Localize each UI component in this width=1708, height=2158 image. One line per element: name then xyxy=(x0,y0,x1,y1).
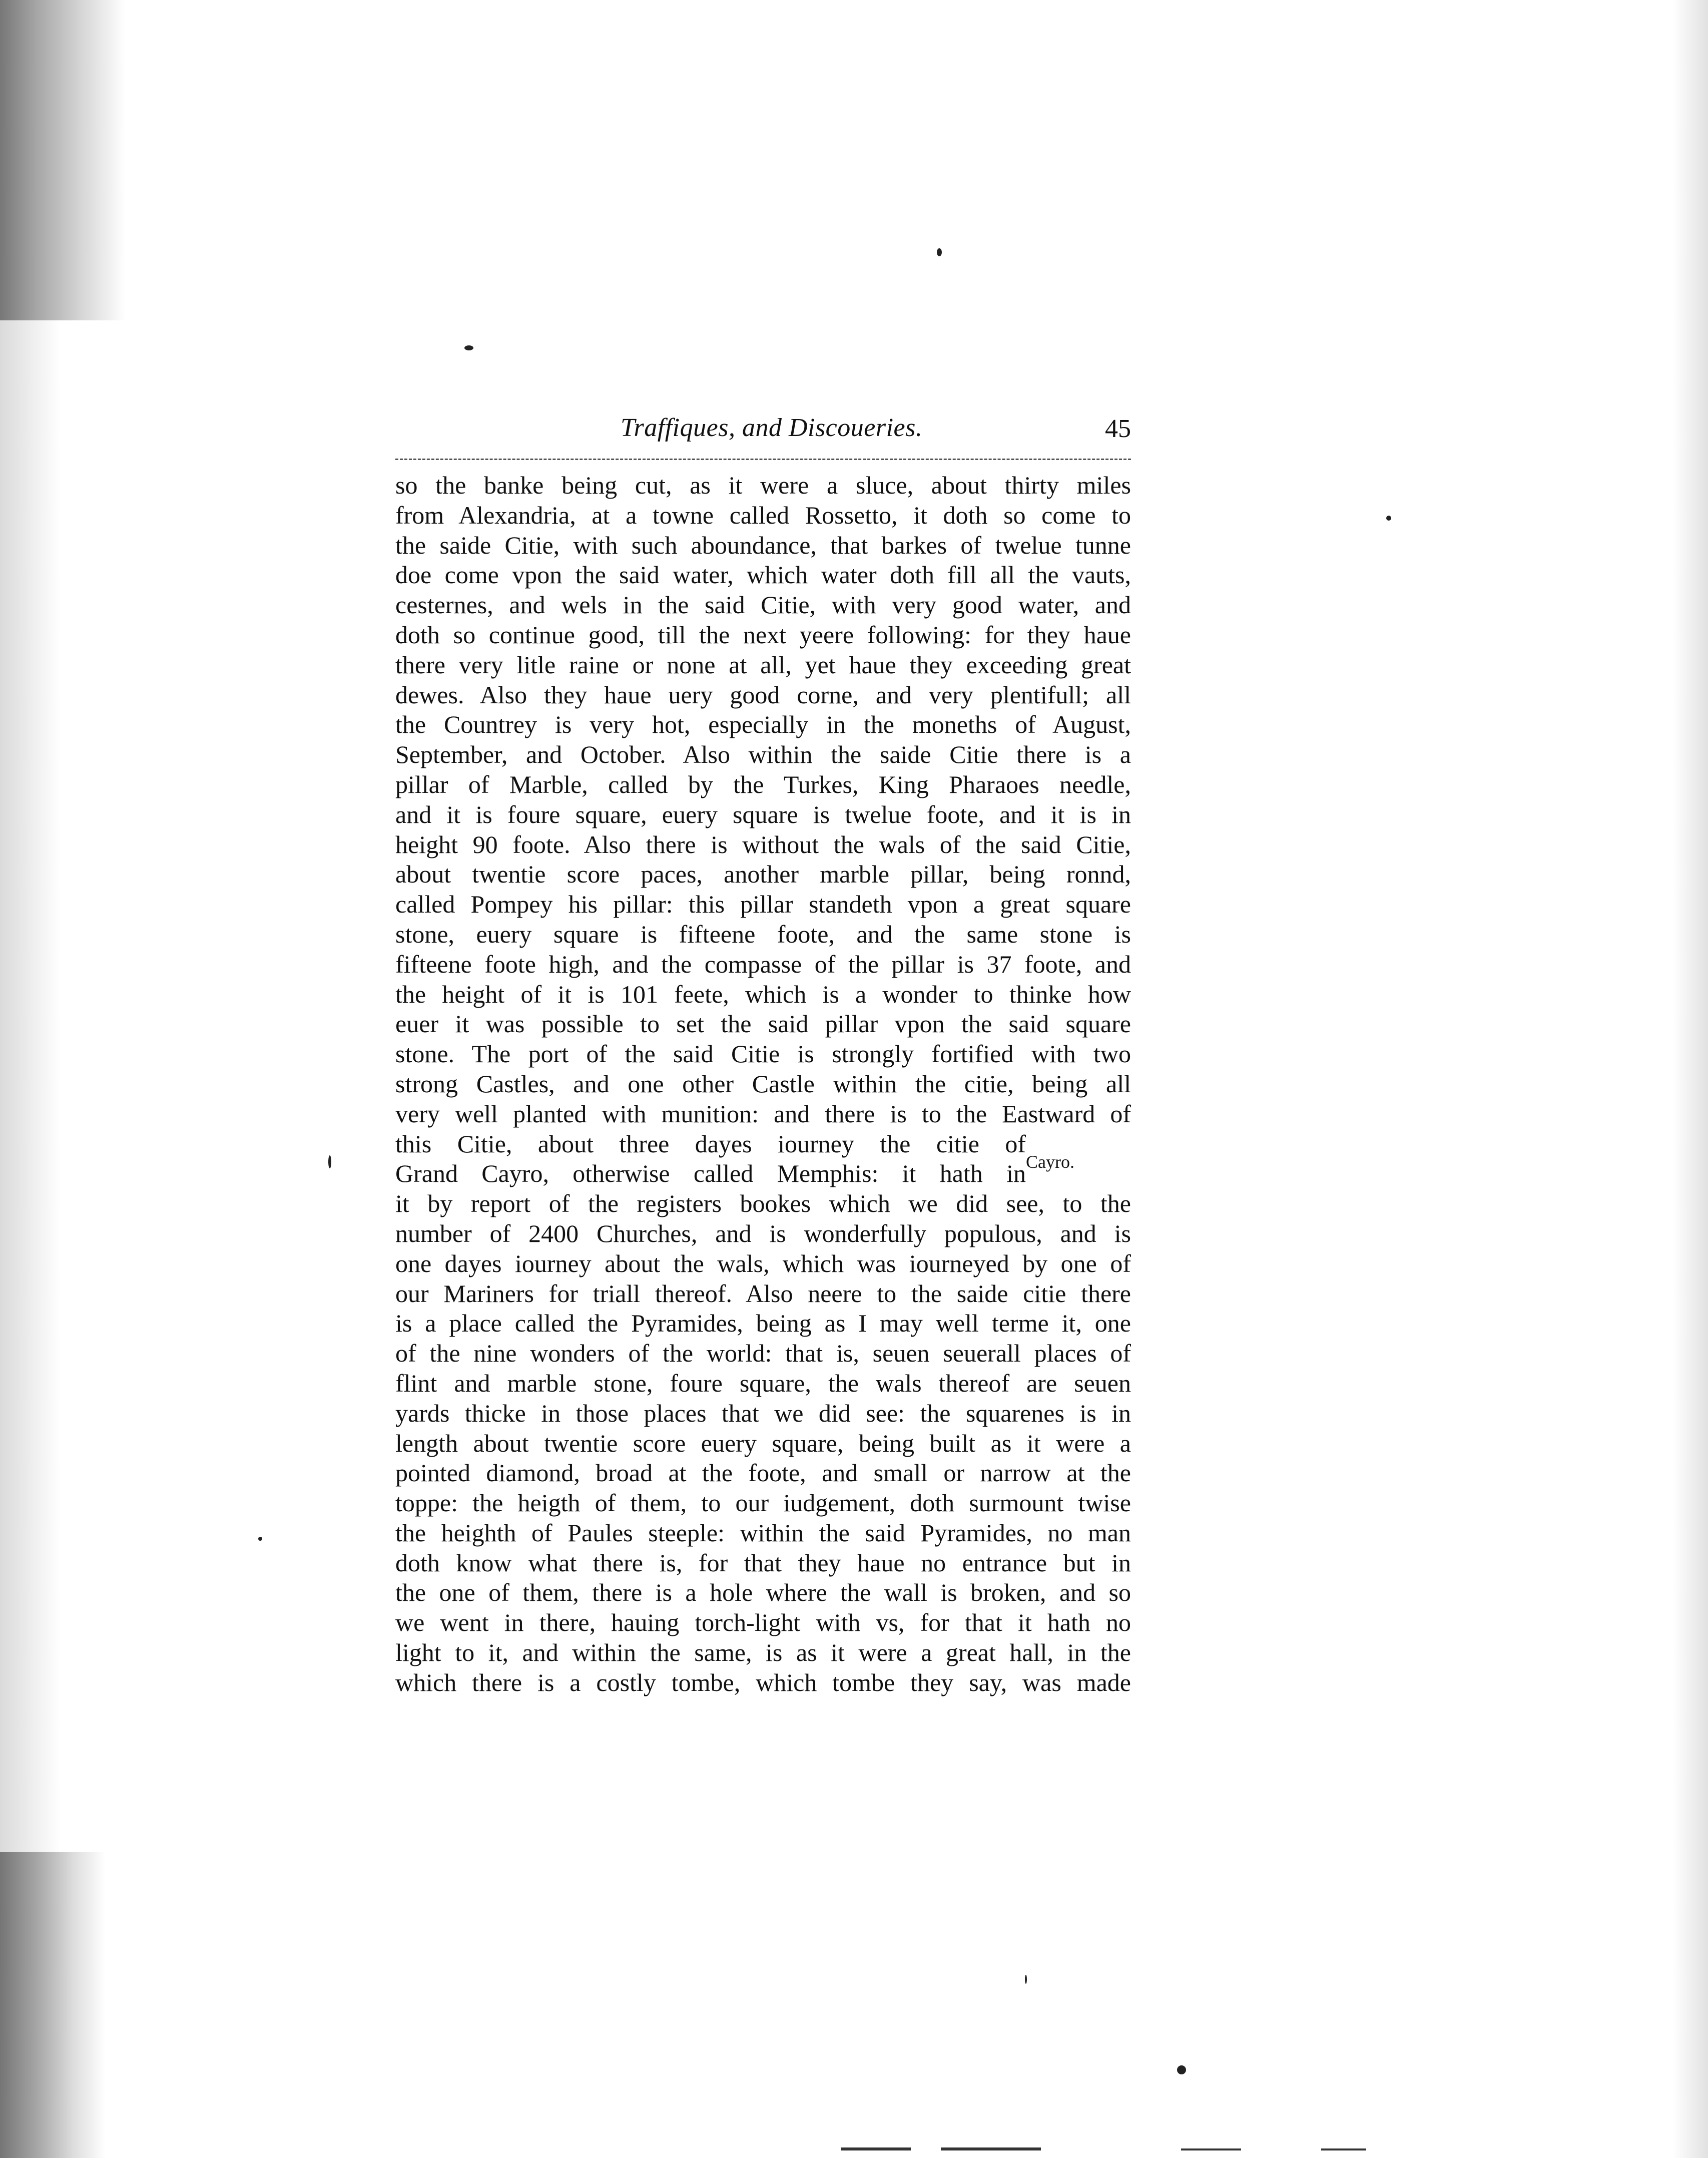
text-line: number of 2400 Churches, and is wonderfully populous, and is xyxy=(395,1219,1131,1247)
scan-speck xyxy=(464,345,473,350)
text-line: the heighth of Paules steeple: within the said Pyramides, no man xyxy=(395,1518,1131,1547)
text-line: stone. The port of the said Citie is strongly fortified with two xyxy=(395,1040,1131,1068)
text-line: fifteene foote high, and the compasse of the pillar is 37 foote, and xyxy=(395,950,1131,978)
scan-speck xyxy=(1177,2065,1186,2074)
text-line: height 90 foote. Also there is without the wals of the said Citie, xyxy=(395,830,1131,858)
text-line: we went in there, hauing torch-light with vs, for that it hath no xyxy=(395,1608,1131,1637)
margin-note: Cayro. xyxy=(1026,1152,1074,1172)
text-line: Grand Cayro, otherwise called Memphis: it hath in xyxy=(395,1159,1026,1188)
scan-mark xyxy=(1181,2148,1241,2150)
page-edge-shadow xyxy=(1673,0,1708,2158)
text-line: and it is foure square, euery square is twelue foote, and it is in xyxy=(395,800,1131,828)
scan-speck xyxy=(258,1537,262,1541)
scan-speck xyxy=(1386,516,1391,521)
header-rule xyxy=(395,459,1131,460)
text-line: the height of it is 101 feete, which is a wonder to thinke how xyxy=(395,980,1131,1008)
text-line: pointed diamond, broad at the foote, and small or narrow at the xyxy=(395,1459,1131,1487)
text-line: is a place called the Pyramides, being as I may well terme it, one xyxy=(395,1309,1131,1338)
scan-mark xyxy=(841,2147,911,2150)
scan-speck xyxy=(1025,1975,1027,1984)
text-line: there very litle raine or none at all, yet haue they exceeding great xyxy=(395,650,1131,679)
running-head: Traffiques, and Discoueries. xyxy=(621,413,923,442)
text-line: from Alexandria, at a towne called Rossetto, it doth so come to xyxy=(395,501,1131,529)
text-line: the one of them, there is a hole where the wall is broken, and so xyxy=(395,1578,1131,1607)
scan-mark xyxy=(941,2147,1041,2150)
text-line: which there is a costly tombe, which tombe they say, was made xyxy=(395,1668,1131,1696)
scan-speck xyxy=(937,248,942,256)
text-line: September, and October. Also within the saide Citie there is a xyxy=(395,740,1131,769)
text-line: it by report of the registers bookes which we did see, to the xyxy=(395,1189,1131,1218)
text-line: length about twentie score euery square, being built as it were a xyxy=(395,1429,1131,1457)
text-line: the saide Citie, with such aboundance, that barkes of twelue tunne xyxy=(395,531,1131,559)
text-line: this Citie, about three dayes iourney the citie of xyxy=(395,1129,1026,1158)
text-line: called Pompey his pillar: this pillar standeth vpon a great square xyxy=(395,890,1131,919)
text-line: our Mariners for triall thereof. Also neere to the saide citie there xyxy=(395,1279,1131,1308)
text-line: dewes. Also they haue uery good corne, and very plentifull; all xyxy=(395,680,1131,709)
page-number: 45 xyxy=(1105,414,1131,443)
text-line: doe come vpon the said water, which water doth fill all the vauts, xyxy=(395,561,1131,589)
body-text xyxy=(395,471,1131,1698)
text-line: stone, euery square is fifteene foote, and the same stone is xyxy=(395,920,1131,948)
text-line: doth know what there is, for that they haue no entrance but in xyxy=(395,1548,1131,1577)
text-line: pillar of Marble, called by the Turkes, King Pharaoes needle, xyxy=(395,770,1131,798)
text-line: toppe: the heigth of them, to our iudgement, doth surmount twise xyxy=(395,1489,1131,1517)
text-line: one dayes iourney about the wals, which was iourneyed by one of xyxy=(395,1249,1131,1277)
scan-speck xyxy=(328,1155,331,1168)
text-line: cesternes, and wels in the said Citie, with very good water, and xyxy=(395,591,1131,619)
text-line: about twentie score paces, another marble pillar, being ronnd, xyxy=(395,860,1131,889)
page-header xyxy=(596,408,1141,453)
binding-shadow-top xyxy=(0,0,125,320)
text-line: flint and marble stone, foure square, the wals thereof are seuen xyxy=(395,1369,1131,1397)
text-line: very well planted with munition: and there is to the Eastward of xyxy=(395,1099,1131,1128)
scan-mark xyxy=(1321,2148,1366,2150)
text-line: euer it was possible to set the said pillar vpon the said square xyxy=(395,1010,1131,1038)
binding-shadow-bottom xyxy=(0,1852,105,2158)
text-line: strong Castles, and one other Castle within the citie, being all xyxy=(395,1069,1131,1098)
text-line: of the nine wonders of the world: that is, seuen seuerall places of xyxy=(395,1339,1131,1368)
text-line: light to it, and within the same, is as it were a great hall, in the xyxy=(395,1638,1131,1667)
text-line: doth so continue good, till the next yeere following: for they haue xyxy=(395,620,1131,649)
text-line: so the banke being cut, as it were a sluce, about thirty miles xyxy=(395,471,1131,499)
text-line: yards thicke in those places that we did see: the squarenes is in xyxy=(395,1399,1131,1427)
binding-shadow-middle xyxy=(0,320,60,1852)
text-line: the Countrey is very hot, especially in the moneths of August, xyxy=(395,710,1131,739)
